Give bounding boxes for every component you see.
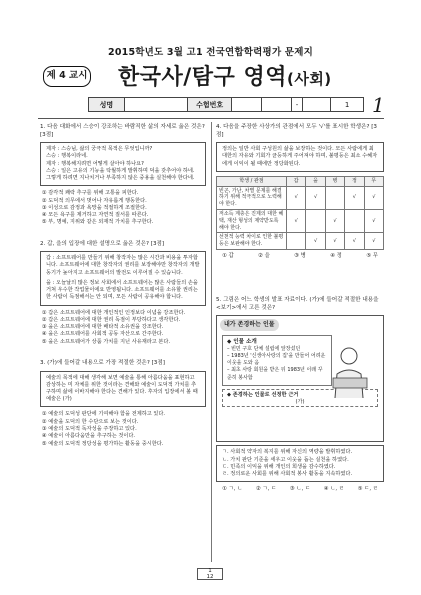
q4-cell: √ [345, 233, 364, 250]
q2-statement-eul: 을 : 오늘날의 많은 정보 사회에서 소프트웨어는 많은 사람들의 손을 거쳐 우수한 작업물이에요 반영됩니다. 소프트웨어를 소유할 권리는 한 사람이 독점해서는 안 되며, 모든 사람이 공유해야 합니다. [46, 279, 198, 301]
q1-option-4[interactable]: ④ 모든 욕구를 제거하고 자연적 질서를 따른다. [42, 212, 149, 219]
subject-sub: (사회) [286, 70, 332, 88]
q5-card-title: ◆ 인물 소개 [227, 338, 257, 345]
q5-reason-value: (가) [295, 398, 305, 405]
id-label: 수험번호 [188, 98, 232, 111]
table-row [217, 233, 384, 250]
footer-total: 12 [206, 573, 214, 580]
q2-option-2[interactable]: ② 갑은 소프트웨어에 대한 권리 독점이 부당하다고 생각한다. [42, 316, 181, 323]
q5-choice: ㄴ. 가치 판단 기준을 세우고 이웃을 돕는 실천을 하였다. [222, 456, 349, 463]
q1-line: 스승 : 행복이라네. [46, 153, 88, 160]
q3-passage-box: 예술의 목적에 대해 생각해 보면 예술을 통해 아름다움을 표현하고 감상하는 미 자체를 위한 것이라는 견해와 예술이 도덕적 가치를 추구하며 삶에 이바지해야 한다는 견해가 있다. 후자의 입장에서 볼 때 예술은 (가) [40, 371, 206, 408]
q1-line: 제자 : 행복해지려면 어떻게 살아야 하나요? [46, 160, 144, 167]
q2-statement-box [40, 251, 206, 305]
right-column [216, 124, 384, 496]
q5-figure-title: 내가 존경하는 인물 [220, 319, 279, 330]
q3-option-4[interactable]: ④ 예술이 아름다움만을 추구하는 것이다. [42, 433, 136, 440]
q4-cell [306, 209, 325, 232]
q3-option-3[interactable]: ③ 예술의 도덕적 독자성을 주장하고 있다. [42, 425, 137, 432]
q3-option-2[interactable]: ② 예술을 도덕의 한 수단으로 보는 것이다. [42, 418, 139, 425]
q4-cell: √ [364, 233, 383, 250]
q5-stem: 5. 그림은 어느 학생의 발표 자료이다. (가)에 들어갈 적절한 내용을 <보기>에서 고른 것은? [216, 297, 379, 311]
q5-figure [216, 315, 384, 442]
q3-option-5[interactable]: ⑤ 예술의 도덕적 정당성을 평가하는 활동을 중시한다. [42, 440, 164, 447]
q3-stem: 3. (가)에 들어갈 내용으로 가장 적절한 것은? [3점] [40, 359, 165, 366]
q5-card-line: – 최초 사랑 회원을 받은 뒤 1983년 이래 꾸준히 봉사함 [227, 367, 323, 381]
q4-cell: √ [364, 186, 383, 209]
q2-option-1[interactable]: ① 갑은 소프트웨어에 대한 개인적인 인정보다 이념을 강조한다. [42, 309, 186, 316]
exam-title: 2015학년도 3월 고1 전국연합학력평가 문제지 [108, 47, 313, 58]
q4-answer-4[interactable]: ④ 정 [330, 252, 342, 259]
q5-answer-3[interactable]: ③ ㄴ, ㄷ [289, 486, 311, 493]
q4-th: 학생 / 관점 [217, 176, 287, 186]
q5-answer-options [222, 486, 378, 493]
id-field-3[interactable] [303, 98, 331, 111]
q1-line: 제자 : 스승님, 삶의 궁극적 목적은 무엇입니까? [46, 146, 153, 153]
q5-profile-card [222, 335, 332, 386]
q1-dialogue-box [40, 142, 206, 186]
q4-answer-3[interactable]: ③ 병 [294, 252, 306, 259]
q5-choices-box [216, 445, 384, 482]
q4-cell: √ [325, 233, 344, 250]
q4-cell: 선천적 능력 차이로 인한 불평등은 보완해야 한다. [217, 233, 287, 250]
q4-th: 갑 [287, 176, 306, 186]
name-label: 성명 [89, 98, 125, 111]
q4-cell: √ [364, 209, 383, 232]
q4-answer-5[interactable]: ⑤ 무 [366, 252, 378, 259]
q5-choice: ㄷ. 민족의 이익을 위해 개인의 희생을 감수하였다. [222, 463, 336, 470]
q1-option-2[interactable]: ② 도덕적 의무에서 벗어나 자유롭게 행동한다. [42, 197, 147, 204]
info-bar [88, 97, 364, 112]
q4-th: 병 [325, 176, 344, 186]
subject-title [118, 60, 332, 91]
id-tail: 1 [344, 100, 350, 109]
q4-cell: √ [287, 186, 306, 209]
q4-table [216, 176, 384, 250]
table-row [217, 186, 384, 209]
q4-th: 정 [345, 176, 364, 186]
q4-th: 을 [306, 176, 325, 186]
q2-option-4[interactable]: ④ 을은 소프트웨어를 사회적 공동 자산으로 간주한다. [42, 331, 164, 338]
q5-choice: ㄱ. 사회적 약자의 복지를 위해 자신의 역량을 발휘하였다. [222, 449, 353, 456]
q2-statement-gap: 갑 : 소프트웨어를 만들기 위해 창작자는 많은 시간과 비용을 투자합니다. 소프트웨어에 대한 창작자의 권리를 보장해야만 창작자의 개발 동기가 높아지고 소프트웨어의 발전도 이루어질 수 있습니다. [46, 255, 200, 276]
q2-option-3[interactable]: ③ 을은 소프트웨어에 대한 배타적 소유권을 강조한다. [42, 324, 164, 331]
q4-cell: √ [306, 186, 325, 209]
table-row [217, 209, 384, 232]
q4-cell: √ [325, 209, 344, 232]
q2-stem: 2. 갑, 을의 입장에 대한 설명으로 옳은 것은? [3점] [40, 240, 165, 247]
header-divider [38, 118, 384, 119]
subject-main: 한국사/탐구 영역 [118, 65, 287, 90]
q3-option-1[interactable]: ① 예술의 도덕성 판단에 기여해야 함을 전제하고 있다. [42, 411, 166, 418]
id-field-2[interactable] [262, 98, 292, 111]
q4-cell: √ [306, 233, 325, 250]
id-field-1[interactable] [232, 98, 262, 111]
q5-answer-4[interactable]: ④ ㄴ, ㄹ [323, 486, 345, 493]
q4-answer-1[interactable]: ① 갑 [222, 252, 234, 259]
column-divider [211, 122, 212, 562]
q5-choice: ㄹ. 정의로운 사회를 위해 사회적 봉사 활동을 지속하였다. [222, 470, 353, 477]
q4-cell: √ [287, 209, 306, 232]
q4-answer-options [222, 253, 378, 260]
q1-option-1[interactable]: ① 감각적 쾌락 추구를 위해 고통을 피한다. [42, 190, 139, 197]
q5-card-line: – 빈민 구호 단체 설립에 앞장섰던 [227, 345, 301, 352]
footer-page: 1 [208, 568, 212, 574]
page-number: 1 [372, 93, 385, 117]
q4-cell: 빈곤, 가난, 차별 문제를 해결하기 위해 적극적으로 노력해야 한다. [217, 186, 287, 209]
q1-option-3[interactable]: ③ 이성으로 감정과 욕망을 적절하게 조절한다. [42, 204, 147, 211]
q1-stem: 1. 다음 대화에서 스승이 강조하는 바람직한 삶의 자세로 옳은 것은? [3점] [40, 124, 205, 138]
q1-option-5[interactable]: ⑤ 부, 명예, 지위와 같은 외재적 가치를 추구한다. [42, 219, 154, 226]
q5-reason-title: ◆ 존경하는 인물로 선정한 근거 [227, 391, 299, 398]
q5-answer-5[interactable]: ⑤ ㄷ, ㄹ [357, 486, 378, 493]
q1-line: 스승 : 일은 고유의 기능을 탁월하게 발휘하며 덕을 갖추어야 하네. 그렇게 하려면 지나치거나 부족하지 않은 중용을 실천해야 한다네. [46, 167, 195, 181]
q5-answer-2[interactable]: ② ㄱ, ㄷ [255, 486, 277, 493]
left-column [40, 124, 206, 448]
person-illustration-icon [327, 344, 373, 400]
q5-answer-1[interactable]: ① ㄱ, ㄴ [222, 486, 243, 493]
q4-th: 무 [364, 176, 383, 186]
q4-table-header [217, 176, 384, 186]
q5-card-line: – 1983년 '신생아사랑의 집'을 만들어 어려운 이웃을 도와 옴 [227, 352, 326, 367]
q4-stem: 4. 다음을 주장한 사상가의 관점에서 모두 '√'를 표시한 학생은? [3점] [216, 124, 377, 138]
q4-cell: √ [345, 186, 364, 209]
footer-page-indicator [197, 568, 223, 580]
q4-cell: 저소득 계층은 진제의 대한 혜택, 재산 형성의 제약받도록 해야 한다. [217, 209, 287, 232]
q4-answer-2[interactable]: ② 을 [258, 252, 270, 259]
q4-cell [325, 186, 344, 209]
period-badge: 제 4 교시 [43, 66, 91, 87]
q4-passage-box: 정의는 일반 사회 구성원의 삶을 보장하는 것이다. 모든 사람에게 최대한의 자유와 기회가 균등하게 주어져야 하며, 불평등은 최소 수혜자에게 이익이 될 때에만 정당화된다. [216, 142, 384, 172]
id-dash: - [292, 98, 304, 111]
q2-option-5[interactable]: ⑤ 을은 소프트웨어가 상품 가치를 지닌 사유재라고 본다. [42, 338, 171, 345]
q4-cell [287, 233, 306, 250]
name-field[interactable] [125, 98, 189, 111]
q4-cell [345, 209, 364, 232]
